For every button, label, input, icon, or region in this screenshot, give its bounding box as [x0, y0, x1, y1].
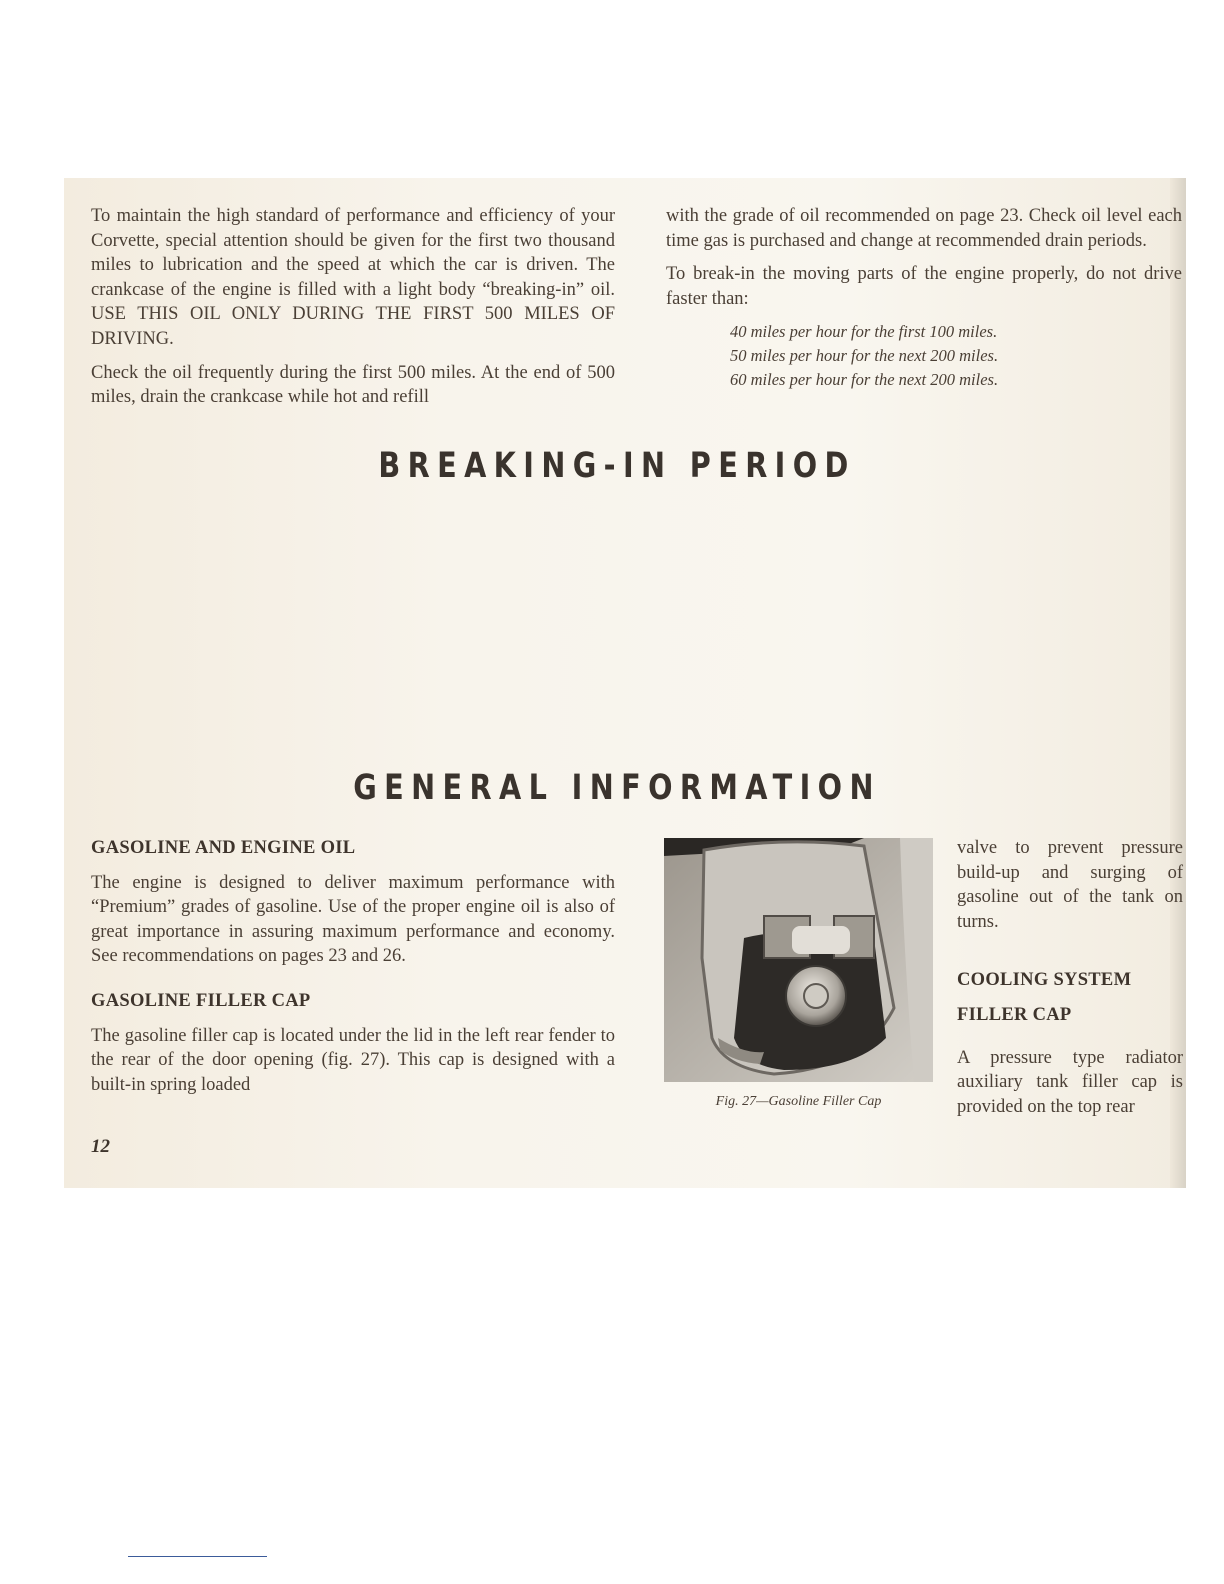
speed-limit-item: 40 miles per hour for the first 100 miles. [730, 322, 998, 342]
filler-cap-illustration [664, 838, 933, 1082]
footnote-rule [128, 1556, 267, 1557]
speed-limit-item: 60 miles per hour for the next 200 miles. [730, 370, 999, 390]
general-info-left-column [91, 836, 615, 1106]
breaking-in-right-column [666, 204, 1182, 392]
breaking-in-paragraph-1: To maintain the high standard of performance and efficiency of your Corvette, special attention should be given for the first two thousand miles to lubrication and the speed at which the car is driven. The crankcase of the engine is filled with a light body “breaking-in” oil. USE THIS OIL ONLY DURING THE FIRST 500 MILES OF DRIVING. [91, 206, 615, 349]
speed-limit-list [730, 320, 1182, 392]
gasoline-filler-cap-heading: GASOLINE FILLER CAP [91, 990, 311, 1011]
breaking-in-left-column [91, 204, 615, 419]
breaking-in-paragraph-3: with the grade of oil recommended on page 23. Check oil level each time gas is purchased and change at recommended drain periods. [666, 206, 1182, 251]
gasoline-engine-oil-text: The engine is designed to deliver maximum performance with “Premium” grades of gasoline. Use of the proper engine oil is also of great importance in assuring maximum performance and economy. See recommendations on pages 23 and 26. [91, 872, 615, 967]
breaking-in-heading: BREAKING-IN PERIOD [378, 446, 856, 486]
general-info-right-column [957, 836, 1183, 1128]
cooling-system-text: A pressure type radiator auxiliary tank filler cap is provided on the top rear [957, 1047, 1183, 1117]
gasoline-filler-cap-photo [664, 838, 933, 1082]
general-information-heading: GENERAL INFORMATION [353, 768, 881, 808]
breaking-in-paragraph-2: Check the oil frequently during the first 500 miles. At the end of 500 miles, drain the crankcase while hot and refill [91, 362, 615, 408]
gasoline-filler-cap-text: The gasoline filler cap is located under the lid in the left rear fender to the rear of the door opening (fig. 27). This cap is designed with a built-in spring loaded [91, 1025, 615, 1095]
page-number: 12 [91, 1136, 110, 1157]
speed-limit-item: 50 miles per hour for the next 200 miles. [730, 346, 999, 366]
cooling-system-heading: COOLING SYSTEM [957, 970, 1132, 991]
pressure-valve-text: valve to prevent pressure build-up and surging of gasoline out of the tank on turns. [957, 838, 1183, 932]
filler-cap-heading: FILLER CAP [957, 1004, 1072, 1025]
figure-caption: Fig. 27—Gasoline Filler Cap [715, 1094, 882, 1109]
breaking-in-paragraph-4: To break-in the moving parts of the engine properly, do not drive faster than: [666, 264, 1182, 309]
gasoline-engine-oil-heading: GASOLINE AND ENGINE OIL [91, 838, 356, 858]
